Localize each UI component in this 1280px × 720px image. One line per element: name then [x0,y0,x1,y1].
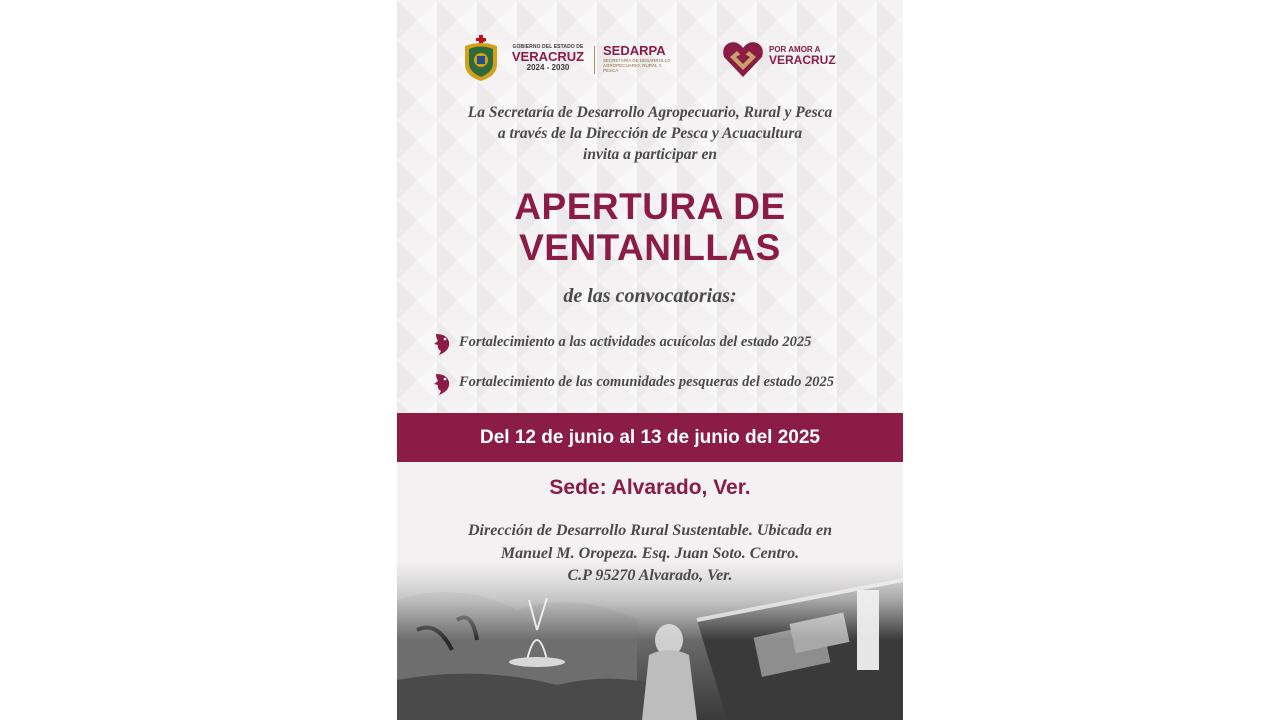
gobierno-years: 2024 - 2030 [526,63,570,72]
header-logos [397,34,903,84]
subtitle: de las convocatorias: [563,285,737,307]
fish-icon [433,332,453,356]
sede-heading: Sede: Alvarado, Ver. [549,476,751,499]
title-line: APERTURA DE [514,186,786,227]
gobierno-small-text: GOBIERNO DEL ESTADO DE [512,44,584,50]
address-line: C.P 95270 Alvarado, Ver. [567,567,733,584]
amor-small-text: POR AMOR A [769,45,821,54]
list-item-text: Fortalecimiento de las comunidades pesqueras del estado 2025 [459,374,834,390]
sedarpa-subtitle: SECRETARÍA DE DESARROLLO AGROPECUARIO, RURAL Y PESCA [603,58,671,73]
amor-big-text: VERACRUZ [769,53,836,67]
intro-text [397,102,903,165]
list-item [433,370,893,410]
intro-line: invita a participar en [583,146,717,163]
title-line: VENTANILLAS [519,227,781,268]
sedarpa-logo [603,44,673,73]
convocatorias-list [433,330,893,410]
heart-pattern-icon [721,39,765,79]
list-item [433,330,893,370]
dates-banner: Del 12 de junio al 13 de junio del 2025 [397,413,903,462]
intro-line: La Secretaría de Desarrollo Agropecuario, Rural y Pesca [467,104,833,121]
sedarpa-name: SEDARPA [603,43,666,58]
address-block [397,520,903,588]
address-line: Manuel M. Oropeza. Esq. Juan Soto. Centro. [500,544,800,562]
gobierno-veracruz-logo [509,44,587,72]
gobierno-name: VERACRUZ [511,49,585,64]
logo-divider [594,46,595,74]
poster [397,0,903,720]
intro-line: a través de la Dirección de Pesca y Acuacultura [497,125,803,142]
por-amor-a-veracruz-logo [769,45,836,66]
main-title [397,186,903,268]
veracruz-shield-icon [461,34,501,82]
address-line: Dirección de Desarrollo Rural Sustentable. Ubicada en [467,522,832,539]
list-item-text: Fortalecimiento a las actividades acuícolas del estado 2025 [459,334,812,350]
fish-icon [433,372,453,396]
